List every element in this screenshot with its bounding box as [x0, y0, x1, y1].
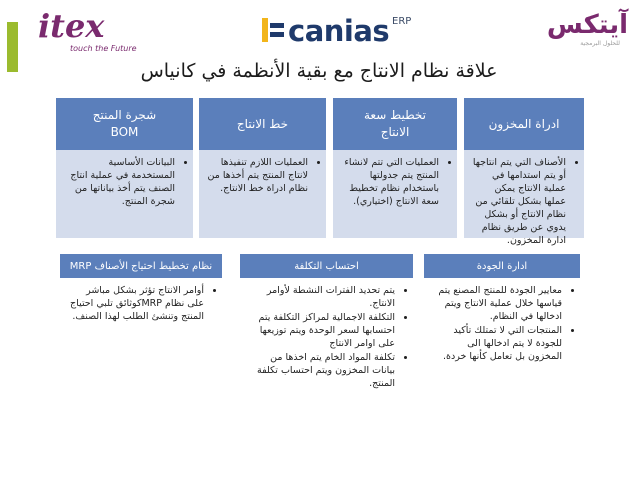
itex-logo-tagline: touch the Future — [70, 44, 137, 53]
card-bom — [56, 150, 193, 238]
header-title-line2: BOM — [110, 125, 139, 139]
canias-logo-word: canias — [288, 14, 390, 48]
header-title: نظام تخطيط احتياج الأصناف MRP — [69, 260, 213, 272]
card-quality-management — [424, 278, 580, 372]
list-item: • تكلفة المواد الخام يتم اخذها من بيانات المخزون ويتم احتساب تكلفة المنتج. — [248, 351, 395, 390]
arabic-brand-word: آيتكس — [546, 10, 628, 40]
list-item: • يتم تحديد الفترات النشطة لأوامر الانتاج. — [248, 284, 395, 310]
header-inventory-management — [464, 98, 584, 150]
list-item: • العمليات التي تتم لانشاء المنتج يتم جدولتها باستخدام نظام تخطيط سعة الانتاج (اختياري). — [341, 156, 439, 208]
list-item: • المنتجات التي لا تمتلك تأكيد للجودة لا يتم ادخالها الى المخزون بل تعامل كأنها خردة. — [432, 324, 562, 363]
header-title: احتساب التكلفة — [294, 260, 359, 272]
itex-logo — [38, 8, 148, 64]
card-cost-calculation — [240, 278, 413, 408]
header-cost-calculation — [240, 254, 413, 278]
list-item: • أوامر الانتاج تؤثر بشكل مباشر على نظام MRPكوثائق تلبي احتياج المنتج وتنشئ الطلب لهذا الصنف. — [68, 284, 204, 323]
list-item: • معايير الجودة للمنتج المصنع يتم قياسها خلال عملية الانتاج ويتم ادخالها في النظام. — [432, 284, 562, 323]
list-item: • التكلفة الاجمالية لمراكز التكلفة يتم احتسابها لسعر الوحدة ويتم توزيعها على اوامر الانتاج — [248, 311, 395, 350]
header-bom — [56, 98, 193, 150]
header-capacity-planning — [333, 98, 457, 150]
canias-logo — [262, 14, 432, 50]
header-title: شجرة المنتج — [92, 108, 157, 122]
header-title: ادراة المخزون — [488, 116, 560, 131]
list-item: • العمليات اللازم تنفيذها لانتاج المنتج يتم أخذها من نظام ادراة خط الانتاج. — [207, 156, 308, 195]
canias-mark-icon — [262, 18, 284, 42]
list-item: • البيانات الأساسية المستخدمة في عملية انتاج الصنف يتم أخذ بياناتها من شجرة المنتج. — [64, 156, 175, 208]
page-title: علاقة نظام الانتاج مع بقية الأنظمة في كانياس — [140, 60, 498, 82]
canias-logo-erp: ERP — [392, 16, 412, 27]
header-quality-management — [424, 254, 580, 278]
header-title: ادارة الجودة — [476, 260, 528, 272]
card-production-line — [199, 150, 326, 238]
card-mrp — [60, 278, 222, 348]
header-mrp — [60, 254, 222, 278]
card-inventory-management — [464, 150, 584, 246]
header-title: خط الانتاج — [236, 116, 289, 131]
arabic-brand-sub: للحلول البرمجية — [580, 40, 620, 47]
card-capacity-planning — [333, 150, 457, 238]
header-production-line — [199, 98, 326, 150]
header-title: تخطيط سعة — [363, 108, 427, 122]
header-title-line2: الانتاج — [380, 125, 410, 139]
arabic-brand-logo — [520, 10, 628, 52]
list-item: • الأصناف التي يتم انتاجها أو يتم استدامها في عملية الانتاج يمكن عملها بشكل تلقائي من نظام الانتاج أو بشكل يدوي عن طريق نظام ادارة المخزون. — [472, 156, 566, 247]
itex-logo-word: itex — [38, 7, 105, 45]
